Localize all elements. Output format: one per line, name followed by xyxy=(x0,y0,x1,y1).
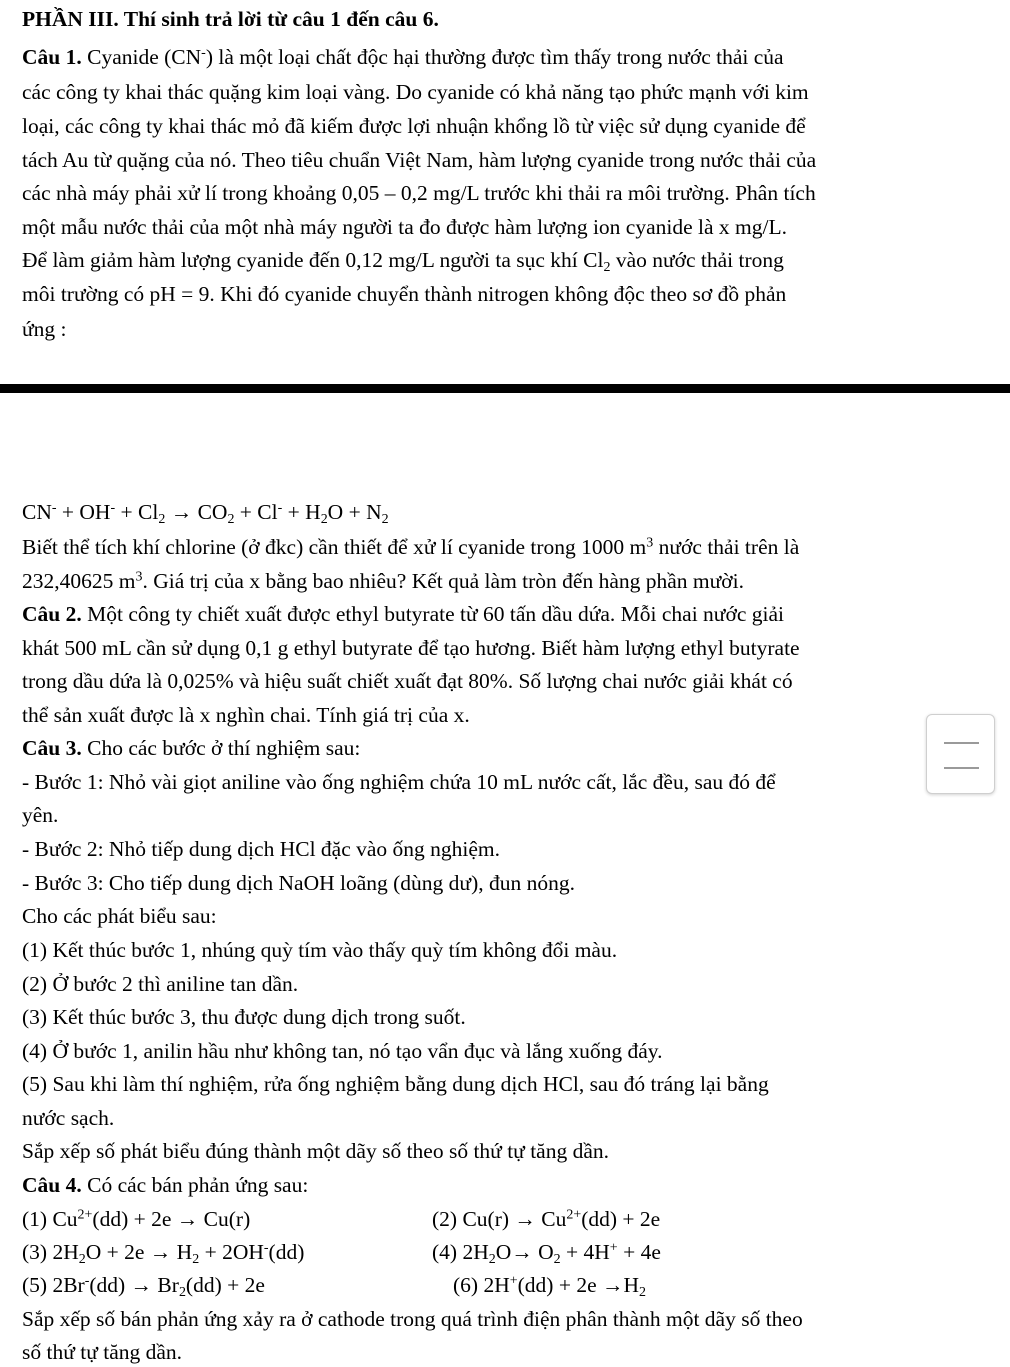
q1-line-7: Để làm giảm hàm lượng cyanide đến 0,12 mg/L người ta sục khí $Cl_2$ vào nước thải trong xyxy=(22,248,784,276)
q4-instruction: Sắp xếp số bán phản ứng xảy ra ở cathode trong quá trình điện phân thành một dãy số theo xyxy=(22,1307,803,1331)
q3-line-1: Câu 3. Cho các bước ở thí nghiệm sau: xyxy=(22,736,361,760)
q4-line-1: Câu 4. Có các bán phản ứng sau: xyxy=(22,1173,309,1197)
q3-statement-3: (3) Kết thúc bước 3, thu được dung dịch trong suốt. xyxy=(22,1005,466,1029)
q1-line-9: ứng : xyxy=(22,317,67,341)
q3-statement-5: (5) Sau khi làm thí nghiệm, rửa ống nghiệm bằng dung dịch HCl, sau đó tráng lại bằng xyxy=(22,1072,769,1096)
q1-line-11: 232,40625 $m^3$. Giá trị của x bằng bao nhiêu? Kết quả làm tròn đến hàng phần mười. xyxy=(22,569,745,593)
q4-reaction-3: (3) $2H_2O + 2e \to H_2 + 2OH^-(dd)$ xyxy=(22,1240,305,1268)
q1-line-6: một mẫu nước thải của một nhà máy người ta đo được hàm lượng ion cyanide là x mg/L. xyxy=(22,215,787,239)
menu-button[interactable] xyxy=(926,714,995,794)
q4-reaction-6: (6) $2H^+(dd) + 2e \to H_2$ xyxy=(453,1273,646,1301)
q2-line-1: Câu 2. Một công ty chiết xuất được ethyl butyrate từ 60 tấn dầu dứa. Mỗi chai nước giải xyxy=(22,602,784,626)
q4-reaction-4: (4) $2H_2O\to O_2 + 4H^+ + 4e$ xyxy=(432,1240,661,1268)
q3-statement-1: (1) Kết thúc bước 1, nhúng quỳ tím vào thấy quỳ tím không đổi màu. xyxy=(22,938,618,962)
q3-statement-2: (2) Ở bước 2 thì aniline tan dần. xyxy=(22,972,299,996)
q4-instruction-cont: số thứ tự tăng dần. xyxy=(22,1340,183,1364)
part-heading: PHẦN III. Thí sinh trả lời từ câu 1 đến câu 6. xyxy=(22,7,439,31)
q3-statement-4: (4) Ở bước 1, anilin hầu như không tan, nó tạo vẩn đục và lắng xuống đáy. xyxy=(22,1039,663,1063)
q1-line-10: Biết thể tích khí chlorine (ở đkc) cần thiết để xử lí cyanide trong 1000 $m^3$ nước thải trên là xyxy=(22,535,800,559)
q2-line-3: trong dầu dứa là 0,025% và hiệu suất chiết xuất đạt 80%. Số lượng chai nước giải khát có xyxy=(22,669,793,693)
q3-line-2: - Bước 1: Nhỏ vài giọt aniline vào ống nghiệm chứa 10 mL nước cất, lắc đều, sau đó để xyxy=(22,770,776,794)
q4-reaction-1: (1) $Cu^{2+}(dd) + 2e \to Cu(r)$ xyxy=(22,1207,251,1231)
q3-label: Câu 3. xyxy=(22,736,82,760)
q4-reaction-5: (5) $2Br^-(dd) \to Br_2(dd) + 2e$ xyxy=(22,1273,265,1301)
q2-line-2: khát 500 mL cần sử dụng 0,1 g ethyl butyrate để tạo hương. Biết hàm lượng ethyl butyrate xyxy=(22,636,800,660)
q1-line-1: Câu 1. Cyanide (CN-) là một loại chất độc hại thường được tìm thấy trong nước thải của xyxy=(22,45,784,69)
q1-label: Câu 1. xyxy=(22,45,82,69)
q3-instruction: Sắp xếp số phát biểu đúng thành một dãy số theo số thứ tự tăng dần. xyxy=(22,1139,610,1163)
q3-statement-5-cont: nước sạch. xyxy=(22,1106,115,1130)
q1-equation: $CN^- + OH^- + Cl_2 \to CO_2 + Cl^- + H_2O + N_2$ xyxy=(22,500,389,528)
q3-line-5: - Bước 3: Cho tiếp dung dịch NaOH loãng (dùng dư), đun nóng. xyxy=(22,871,575,895)
q3-line-6: Cho các phát biểu sau: xyxy=(22,904,217,928)
q1-line-8: môi trường có pH = 9. Khi đó cyanide chuyển thành nitrogen không độc theo sơ đồ phản xyxy=(22,282,787,306)
menu-lines-icon xyxy=(944,767,979,769)
q3-line-3: yên. xyxy=(22,803,59,827)
q1-line-5: các nhà máy phải xử lí trong khoảng 0,05 – 0,2 mg/L trước khi thải ra môi trường. Phân tích xyxy=(22,181,816,205)
section-divider xyxy=(0,384,1010,393)
menu-lines-icon xyxy=(944,742,979,744)
q1-line-2: các công ty khai thác quặng kim loại vàng. Do cyanide có khả năng tạo phức mạnh với kim xyxy=(22,80,809,104)
q3-line-4: - Bước 2: Nhỏ tiếp dung dịch HCl đặc vào ống nghiệm. xyxy=(22,837,501,861)
q1-line-3: loại, các công ty khai thác mỏ đã kiếm được lợi nhuận khổng lồ từ việc sử dụng cyanide để xyxy=(22,114,806,138)
q2-line-4: thể sản xuất được là x nghìn chai. Tính giá trị của x. xyxy=(22,703,470,727)
q1-line-4: tách Au từ quặng của nó. Theo tiêu chuẩn Việt Nam, hàm lượng cyanide trong nước thải của xyxy=(22,148,817,172)
q4-reaction-2: (2) $Cu(r) \to Cu^{2+}(dd) + 2e$ xyxy=(432,1207,661,1231)
q2-label: Câu 2. xyxy=(22,602,82,626)
q4-label: Câu 4. xyxy=(22,1173,82,1197)
